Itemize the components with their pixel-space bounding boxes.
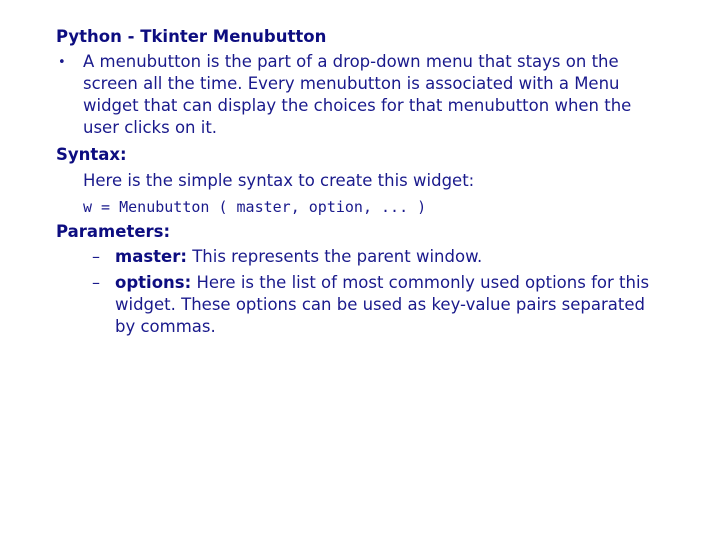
param-master — [115, 246, 482, 268]
master-dash: – — [92, 247, 100, 266]
param-master-description: This represents the parent window. — [186, 247, 483, 266]
param-options — [115, 272, 649, 294]
syntax-heading: Syntax: — [56, 145, 127, 164]
slide-title: Python - Tkinter Menubutton — [56, 27, 327, 46]
param-master-term: master: — [115, 247, 187, 266]
param-options-line-2: widget. These options can be used as key-value pairs separated — [115, 295, 645, 314]
parameters-heading: Parameters: — [56, 222, 171, 241]
param-options-line-3: by commas. — [115, 317, 216, 336]
intro-line-4: user clicks on it. — [83, 118, 218, 137]
options-dash: – — [92, 273, 100, 292]
param-options-term: options: — [115, 273, 192, 292]
intro-bullet: • — [58, 55, 66, 70]
syntax-code: w = Menubutton ( master, option, ... ) — [83, 198, 427, 216]
intro-line-3: widget that can display the choices for that menubutton when the — [83, 96, 632, 115]
param-options-line-1: Here is the list of most commonly used options for this — [191, 273, 650, 292]
syntax-description: Here is the simple syntax to create this widget: — [83, 171, 475, 190]
intro-line-2: screen all the time. Every menubutton is associated with a Menu — [83, 74, 620, 93]
intro-line-1: A menubutton is the part of a drop-down menu that stays on the — [83, 52, 619, 71]
